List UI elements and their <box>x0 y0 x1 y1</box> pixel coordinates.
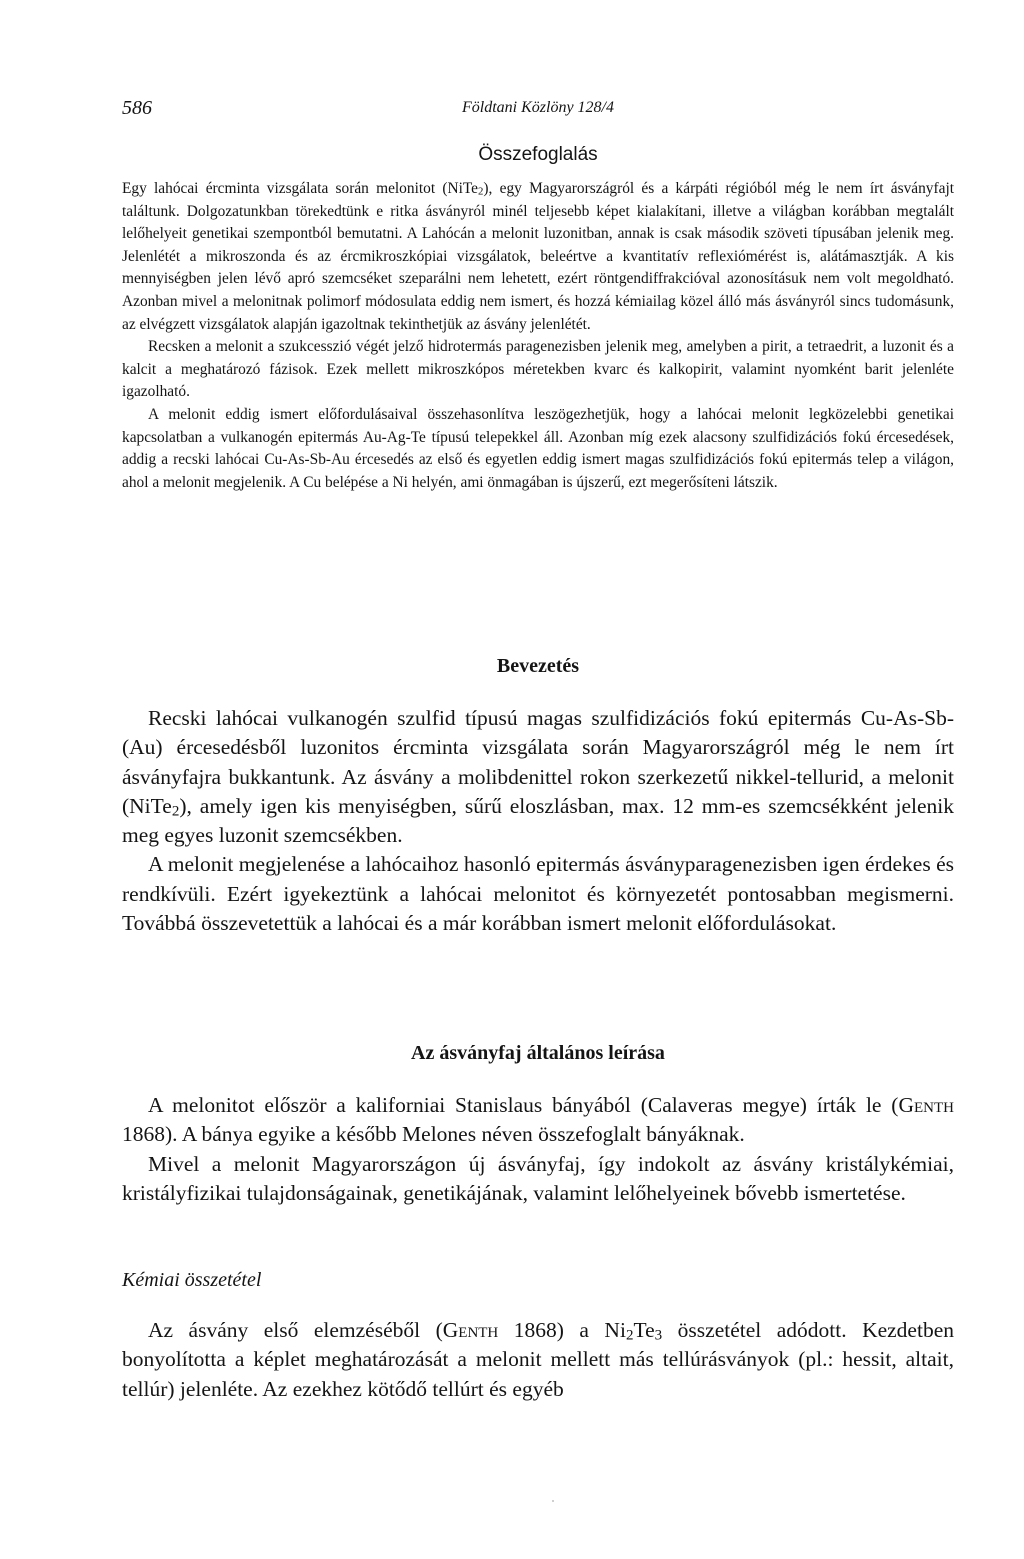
text-run: Recski lahócai vulkanogén szulfid típusú magas szulfidizációs fokú epitermás Cu-As-Sb-(Au) ércesedésből luzonitos ércminta vizsgálata során Magyarországról még le nem írt ásványfajra bukkantunk. Az ásvány a molibdenittel rokon szerkezetű nikkel-tellurid, a melonit (NiTe <box>122 706 954 818</box>
abstract-paragraph <box>122 178 954 336</box>
body-paragraph <box>122 1316 954 1404</box>
text-run: A melonitot először a kaliforniai Stanislaus bányából (Calaveras megye) írták le ( <box>148 1093 899 1117</box>
chemistry-body <box>122 1316 954 1404</box>
section-title-general: Az ásványfaj általános leírása <box>411 1042 665 1064</box>
running-title: Földtani Közlöny 128/4 <box>462 99 614 116</box>
text-run: 1868) a Ni <box>498 1318 626 1342</box>
section-title-intro: Bevezetés <box>496 655 580 677</box>
text-run: 1868). A bánya egyike a később Melones néven összefoglalt bányáknak. <box>122 1122 745 1147</box>
body-paragraph: Mivel a melonit Magyarországon új ásványfaj, így indokolt az ásvány kristálykémiai, kristályfizikai tulajdonságainak, genetikájának, valamint lelőhelyeinek bővebb ismertetése. <box>122 1151 954 1205</box>
body-paragraph: A melonit megjelenése a lahócaihoz hasonló epitermás ásványparagenezisben igen érdekes és rendkívüli. Ezért igyekeztünk a lahócai melonitot és környezetét pontosabban megismerni. Továbbá összevetettük a lahócai és a már korábban ismert melonit előfordulásokat. <box>122 852 954 936</box>
text-run: ), egy Magyarországról és a kárpáti régióból még le nem írt ásványfajt találtunk. Dolgozatunkban törekedtünk e ritka ásványról minél teljesebb képet kialakítani, illetve a világban korábban megtalált lelőhelyeit genetikai szempontból bemutatni. A Lahócán a melonit luzonitban, annak is csak második szöveti típusában jelenik meg. Jelenlétét a mikroszonda és az ércmikroszkópiai vizsgálatok, beleértve a kvantitatív reflexiómérést is, alátámasztják. A kis mennyiségben jelen lévő apró szemcséket szeparálni nem lehetett, ezért röntgendiffrakcióval azonosításuk nem volt megoldható. Azonban mivel a melonitnak polimorf módosulata eddig nem ismert, és hozzá kémiailag közel álló más ásványról sincs tudomásunk, az elvégzett vizsgálatok alapján igazoltnak tekinthetjük az ásvány jelenlétét. <box>122 180 955 333</box>
subscript: 2 <box>625 1327 634 1344</box>
text-run: összetétel adódott. Kezdetben bonyolította a képlet meghatározását a melonit mellett más tellúrásványok (pl.: hessit, altait, tellúr) jelenléte. Az ezekhez kötődő tellúrt és egyéb <box>122 1318 954 1401</box>
subscript: 2 <box>171 803 180 820</box>
abstract-paragraph: A melonit eddig ismert előfordulásaival összehasonlítva leszögezhetjük, hogy a lahócai melonit legközelebbi genetikai kapcsolatban a vulkanogén epitermás Au-Ag-Te típusú telepekkel áll. Azonban míg ezek alacsony szulfidizációs fokú ércesedések, addig a recski lahócai Cu-As-Sb-Au ércesedés az első és egyetlen eddig ismert magas szulfidizációs fokú epitermás telep a világon, ahol a melonit megjelenik. A Cu belépése a Ni helyén, ami önmagában is újszerű, ezt megerősíteni látszik. <box>122 405 954 491</box>
abstract-body <box>122 178 954 494</box>
subsection-title-chemistry: Kémiai összetétel <box>122 1269 262 1291</box>
author-name: Genth <box>442 1318 499 1342</box>
scan-speck <box>552 1500 554 1502</box>
page-header <box>122 97 954 123</box>
page-number: 586 <box>122 97 152 119</box>
text-run: Az ásvány első elemzéséből ( <box>148 1318 443 1342</box>
text-run: Te <box>633 1318 655 1342</box>
subscript: 2 <box>478 185 484 198</box>
text-run: ), amely igen kis menyiségben, sűrű eloszlásban, max. 12 mm-es szemcsékként jelenik meg egyes luzonit szemcsékben. <box>122 793 954 848</box>
text-run: Egy lahócai ércminta vizsgálata során melonitot (NiTe <box>122 180 479 197</box>
general-body <box>122 1091 954 1208</box>
author-name: Genth <box>898 1093 954 1117</box>
intro-body <box>122 704 954 938</box>
body-paragraph <box>122 704 954 850</box>
abstract-title: Összefoglalás <box>478 144 598 165</box>
abstract-paragraph: Recsken a melonit a szukcesszió végét jelző hidrotermás paragenezisben jelenik meg, amelyben a pirit, a tetraedrit, a luzonit és a kalcit a meghatározó fázisok. Ezek mellett mikroszkópos méretekben kvarc és kalkopirit, valamint nyomként barit jelenléte igazolható. <box>122 338 954 401</box>
body-paragraph <box>122 1091 954 1150</box>
subscript: 3 <box>654 1327 663 1344</box>
